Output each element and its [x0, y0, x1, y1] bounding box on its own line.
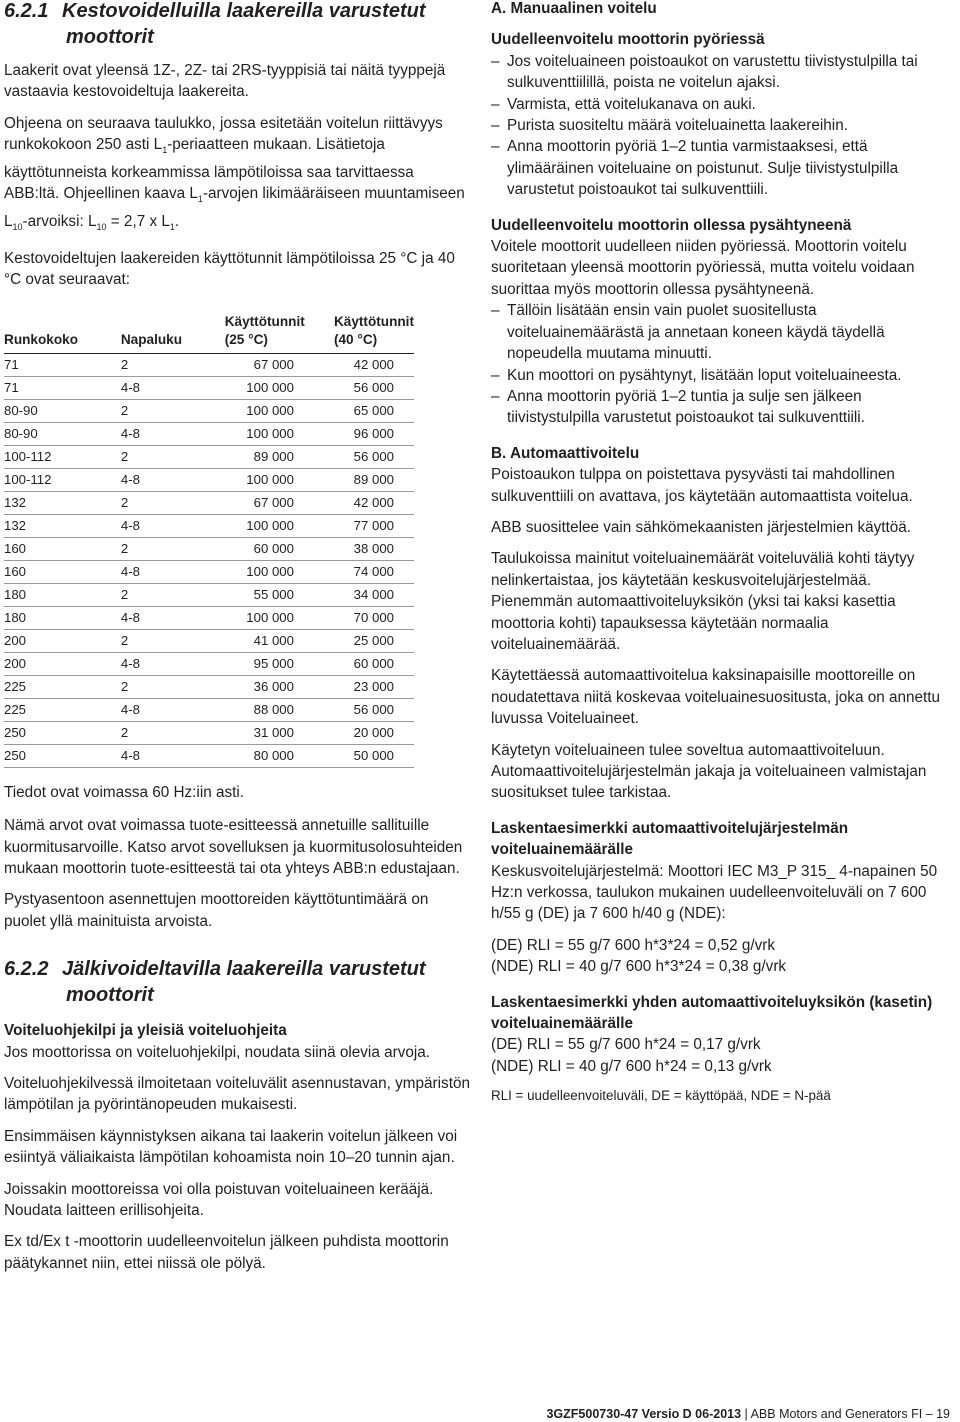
cell-hours-40: 42 000 [334, 353, 414, 376]
section-title-line2: moottorit [66, 984, 154, 1007]
cell-hours-40: 74 000 [334, 560, 414, 583]
cell-hours-40: 50 000 [334, 744, 414, 767]
cell-poles: 4-8 [121, 422, 225, 445]
cell-hours-40: 77 000 [334, 514, 414, 537]
vertical-paragraph: Pystyasentoon asennettujen moottoreiden käyttötuntimäärä on puolet yllä mainituista arvoista. [4, 891, 429, 930]
example2-line2: (NDE) RLI = 40 g/7 600 h*24 = 0,13 g/vrk [491, 1057, 772, 1075]
section-heading-6-2-1 [4, 0, 470, 50]
auto-paragraph-5: Käytetyn voiteluaineen tulee soveltua automaattivoiteluun. Automaattivoitelujärjestelmän jakaja ja voiteluaineen valmistajan suositukset tulee tarkistaa. [491, 741, 927, 802]
ex-paragraph: Ex td/Ex t -moottorin uudelleenvoitelun jälkeen puhdista moottorin päätykannet niin, ettei niissä ole pölyä. [4, 1233, 449, 1272]
table-body [4, 353, 414, 767]
running-heading: Uudelleenvoitelu moottorin pyöriessä [491, 31, 765, 49]
cell-frame-size: 100-112 [4, 468, 121, 491]
left-column [4, 0, 470, 1274]
cell-hours-40: 89 000 [334, 468, 414, 491]
cell-frame-size: 200 [4, 629, 121, 652]
table-row [4, 744, 414, 767]
cell-hours-25: 95 000 [225, 652, 334, 675]
guide-sub3: 10 [12, 221, 23, 232]
table-row [4, 721, 414, 744]
cell-poles: 2 [121, 675, 225, 698]
cell-poles: 2 [121, 353, 225, 376]
cell-hours-25: 100 000 [225, 514, 334, 537]
page-number: 19 [936, 1407, 950, 1421]
table-row [4, 491, 414, 514]
cell-hours-40: 20 000 [334, 721, 414, 744]
guide-text-a: Ohjeena on seuraava taulukko, jossa esitetään voitelun riittävyys runkokokoon 250 asti L [4, 114, 443, 154]
example1-line1: (DE) RLI = 55 g/7 600 h*3*24 = 0,52 g/vrk [491, 936, 776, 954]
cell-poles: 4-8 [121, 652, 225, 675]
page-footer [546, 1406, 950, 1422]
cell-hours-25: 67 000 [225, 353, 334, 376]
list-item: – Anna moottorin pyöriä 1–2 tuntia ja sulje sen jälkeen tiivistystulpilla varustetut poistoaukot tai sulkuventtiili. [491, 386, 956, 429]
cell-hours-25: 100 000 [225, 376, 334, 399]
cell-poles: 4-8 [121, 698, 225, 721]
operating-hours-table [4, 313, 414, 768]
table-row [4, 537, 414, 560]
cell-hours-40: 42 000 [334, 491, 414, 514]
cell-poles: 2 [121, 583, 225, 606]
document-code: 3GZF500730-47 Versio D 06-2013 [546, 1407, 742, 1421]
section-number: 6.2.1 [4, 0, 49, 22]
table-row [4, 422, 414, 445]
cell-poles: 2 [121, 721, 225, 744]
cell-hours-25: 100 000 [225, 422, 334, 445]
cell-frame-size: 180 [4, 606, 121, 629]
plate-paragraph: Jos moottorissa on voiteluohjekilpi, noudata siinä olevia arvoja. [4, 1043, 431, 1061]
guide-text-b: -periaatteen mukaan. Lisätietoja käyttötunneista korkeammissa lämpötiloissa saa tarvittaessa ABB:ltä. Ohjeellinen kaava L [4, 136, 414, 203]
right-column [491, 0, 956, 1105]
table-row [4, 445, 414, 468]
example1-line2: (NDE) RLI = 40 g/7 600 h*3*24 = 0,38 g/vrk [491, 958, 787, 976]
col-header-hours-40: Käyttötunnit (40 °C) [334, 313, 414, 354]
auto-paragraph-3: Taulukoissa mainitut voiteluainemäärät voiteluväliä kohti täytyy nelinkertaistaa, jos käytetään keskusvoitelujärjestelmää. Pienemmän automaattivoiteluyksikön (yksi tai kaksi kasettia moottoria kohti) tapauksessa käytetään normaalia voiteluainemäärää. [491, 550, 915, 653]
cell-frame-size: 225 [4, 698, 121, 721]
example1-heading: Laskentaesimerkki automaattivoitelujärjestelmän voiteluainemäärälle [491, 819, 849, 859]
guide-text-d: -arvoiksi: L [22, 212, 97, 230]
first-start-paragraph: Ensimmäisen käynnistyksen aikana tai laakerin voitelun jälkeen voi esiintyä väliaikaista lämpötilan kohoamista noin 10–20 tunnin ajan. [4, 1127, 458, 1167]
cell-hours-25: 100 000 [225, 468, 334, 491]
cell-poles: 4-8 [121, 514, 225, 537]
list-item: – Jos voiteluaineen poistoaukot on varustettu tiivistystulpilla tai sulkuventtiilillä, poista ne voitelun ajaksi. [491, 51, 956, 94]
cell-hours-25: 100 000 [225, 399, 334, 422]
table-row [4, 376, 414, 399]
table-row [4, 629, 414, 652]
table-intro: Kestovoideltujen laakereiden käyttötunnit lämpötiloissa 25 °C ja 40 °C ovat seuraavat: [4, 249, 455, 289]
cell-hours-40: 56 000 [334, 445, 414, 468]
cell-hours-25: 100 000 [225, 606, 334, 629]
cell-hours-40: 23 000 [334, 675, 414, 698]
table-row [4, 652, 414, 675]
cell-frame-size: 180 [4, 583, 121, 606]
cell-hours-25: 31 000 [225, 721, 334, 744]
guide-text-e: = 2,7 x L [106, 212, 170, 230]
footer-separator: | [741, 1407, 751, 1421]
cell-frame-size: 71 [4, 353, 121, 376]
cell-frame-size: 160 [4, 560, 121, 583]
example2-line1: (DE) RLI = 55 g/7 600 h*24 = 0,17 g/vrk [491, 1036, 761, 1054]
cell-poles: 4-8 [121, 376, 225, 399]
guide-text-c: -arvojen likimääräiseen muuntamiseen L [4, 185, 465, 230]
section-number: 6.2.2 [4, 958, 49, 981]
cell-frame-size: 132 [4, 491, 121, 514]
cell-frame-size: 132 [4, 514, 121, 537]
cell-poles: 2 [121, 629, 225, 652]
cell-hours-25: 89 000 [225, 445, 334, 468]
cell-frame-size: 200 [4, 652, 121, 675]
cell-frame-size: 250 [4, 721, 121, 744]
list-item: – Varmista, että voitelukanava on auki. [491, 94, 956, 115]
cell-poles: 2 [121, 537, 225, 560]
collector-paragraph: Joissakin moottoreissa voi olla poistuvan voiteluaineen kerääjä. Noudata laitteen erillisohjeita. [4, 1180, 434, 1220]
publisher-name: ABB Motors and Generators FI [750, 1407, 923, 1421]
list-item: – Tällöin lisätään ensin vain puolet suositellusta voiteluainemäärästä ja annetaan koneen käydä täydellä nopeudella muutama minuutti. [491, 300, 956, 364]
cell-hours-25: 67 000 [225, 491, 334, 514]
guide-sub: 1 [162, 145, 168, 156]
table-row [4, 514, 414, 537]
table-header-row [4, 313, 414, 354]
table-row [4, 560, 414, 583]
cell-frame-size: 160 [4, 537, 121, 560]
section-title-line2: moottorit [66, 26, 154, 48]
list-item: – Anna moottorin pyöriä 1–2 tuntia varmistaaksesi, että ylimääräinen voiteluaine on poistunut. Sulje tiivistystulpilla varustetut poistoaukot tai sulkuventtiili. [491, 136, 956, 200]
cell-hours-25: 60 000 [225, 537, 334, 560]
cell-frame-size: 71 [4, 376, 121, 399]
cell-frame-size: 80-90 [4, 399, 121, 422]
table-note: Tiedot ovat voimassa 60 Hz:iin asti. [4, 783, 245, 801]
col-header-hours-25: Käyttötunnit (25 °C) [225, 313, 334, 354]
cell-hours-40: 70 000 [334, 606, 414, 629]
cell-hours-40: 25 000 [334, 629, 414, 652]
cell-hours-40: 56 000 [334, 376, 414, 399]
auto-paragraph-1: Poistoaukon tulppa on poistettava pysyvästi tai mahdollinen sulkuventtiili on avattava, jos käytetään automaattista voitelua. [491, 466, 913, 505]
cell-hours-40: 65 000 [334, 399, 414, 422]
cell-hours-40: 34 000 [334, 583, 414, 606]
cell-hours-40: 96 000 [334, 422, 414, 445]
table-row [4, 583, 414, 606]
cell-poles: 4-8 [121, 744, 225, 767]
cell-hours-25: 80 000 [225, 744, 334, 767]
col-header-poles: Napaluku [121, 313, 225, 354]
cell-hours-25: 100 000 [225, 560, 334, 583]
list-item: – Kun moottori on pysähtynyt, lisätään loput voiteluaineesta. [491, 365, 956, 386]
subheading-lubrication-plate: Voiteluohjekilpi ja yleisiä voiteluohjeita [4, 1022, 287, 1040]
table-row [4, 468, 414, 491]
cell-hours-40: 60 000 [334, 652, 414, 675]
cell-frame-size: 100-112 [4, 445, 121, 468]
auto-paragraph-2: ABB suosittelee vain sähkömekaanisten järjestelmien käyttöä. [491, 518, 912, 536]
table-row [4, 353, 414, 376]
table-row [4, 698, 414, 721]
values-paragraph: Nämä arvot ovat voimassa tuote-esitteessä annetuille sallituille kuormitusarvoille. Katso arvot sovelluksen ja kuormitusolosuhteiden mukaan moottorin tuote-esitteestä tai ota yhteys ABB:n edustajaan. [4, 817, 463, 878]
example1-text: Keskusvoitelujärjestelmä: Moottori IEC M3_P 315_ 4-napainen 50 Hz:n verkossa, taulukon mukainen uudelleenvoiteluväli on 7 600 h/55 g (DE) ja 7 600 h/40 g (NDE): [491, 862, 938, 923]
table-row [4, 675, 414, 698]
intervals-paragraph: Voiteluohjekilvessä ilmoitetaan voiteluvälit asennustavan, ympäristön lämpötilan ja pyörintänopeuden mukaisesti. [4, 1075, 470, 1114]
running-list [491, 51, 956, 201]
cell-poles: 4-8 [121, 560, 225, 583]
automatic-lubrication-heading: B. Automaattivoitelu [491, 444, 640, 462]
cell-hours-25: 88 000 [225, 698, 334, 721]
cell-hours-40: 38 000 [334, 537, 414, 560]
footer-dash: – [922, 1407, 937, 1421]
cell-poles: 4-8 [121, 606, 225, 629]
cell-hours-25: 36 000 [225, 675, 334, 698]
cell-poles: 4-8 [121, 468, 225, 491]
guide-paragraph [4, 113, 470, 238]
guide-sub5: 1 [169, 221, 175, 232]
section-heading-6-2-2 [4, 956, 470, 1008]
section-title-line1: Jälkivoideltavilla laakereilla varustetut [62, 958, 426, 981]
cell-frame-size: 250 [4, 744, 121, 767]
section-title-line1: Kestovoidelluilla laakereilla varustetut [62, 0, 426, 22]
cell-hours-40: 56 000 [334, 698, 414, 721]
cell-poles: 2 [121, 445, 225, 468]
stopped-paragraph: Voitele moottorit uudelleen niiden pyöriessä. Moottorin voitelu suoritetaan yleensä moottorin pyöriessä, mutta voitelu voidaan suorittaa myös moottorin ollessa pysähtyneenä. [491, 238, 915, 298]
col-header-frame-size: Runkokoko [4, 313, 121, 354]
stopped-list [491, 300, 956, 428]
stopped-heading: Uudelleenvoitelu moottorin ollessa pysähtyneenä [491, 216, 852, 234]
guide-sub4: 10 [96, 221, 107, 232]
guide-text-f: . [174, 212, 180, 230]
intro-paragraph: Laakerit ovat yleensä 1Z-, 2Z- tai 2RS-tyyppisiä tai näitä tyyppejä vastaavia kestovoideltuja laakereita. [4, 62, 446, 101]
cell-frame-size: 225 [4, 675, 121, 698]
cell-frame-size: 80-90 [4, 422, 121, 445]
cell-hours-25: 55 000 [225, 583, 334, 606]
auto-paragraph-4: Käytettäessä automaattivoitelua kaksinapaisille moottoreille on noudatettava niitä koskevaa voiteluainesuositusta, joka on annettu luvussa Voiteluaineet. [491, 667, 941, 728]
table-row [4, 606, 414, 629]
guide-sub2: 1 [197, 194, 203, 205]
cell-hours-25: 41 000 [225, 629, 334, 652]
table-row [4, 399, 414, 422]
cell-poles: 2 [121, 491, 225, 514]
example2-heading: Laskentaesimerkki yhden automaattivoiteluyksikön (kasetin) voiteluainemäärälle [491, 993, 933, 1033]
manual-lubrication-heading: A. Manuaalinen voitelu [491, 0, 657, 17]
cell-poles: 2 [121, 399, 225, 422]
abbreviation-footnote: RLI = uudelleenvoiteluväli, DE = käyttöpää, NDE = N-pää [491, 1088, 831, 1104]
list-item: – Purista suositeltu määrä voiteluainetta laakereihin. [491, 115, 956, 136]
